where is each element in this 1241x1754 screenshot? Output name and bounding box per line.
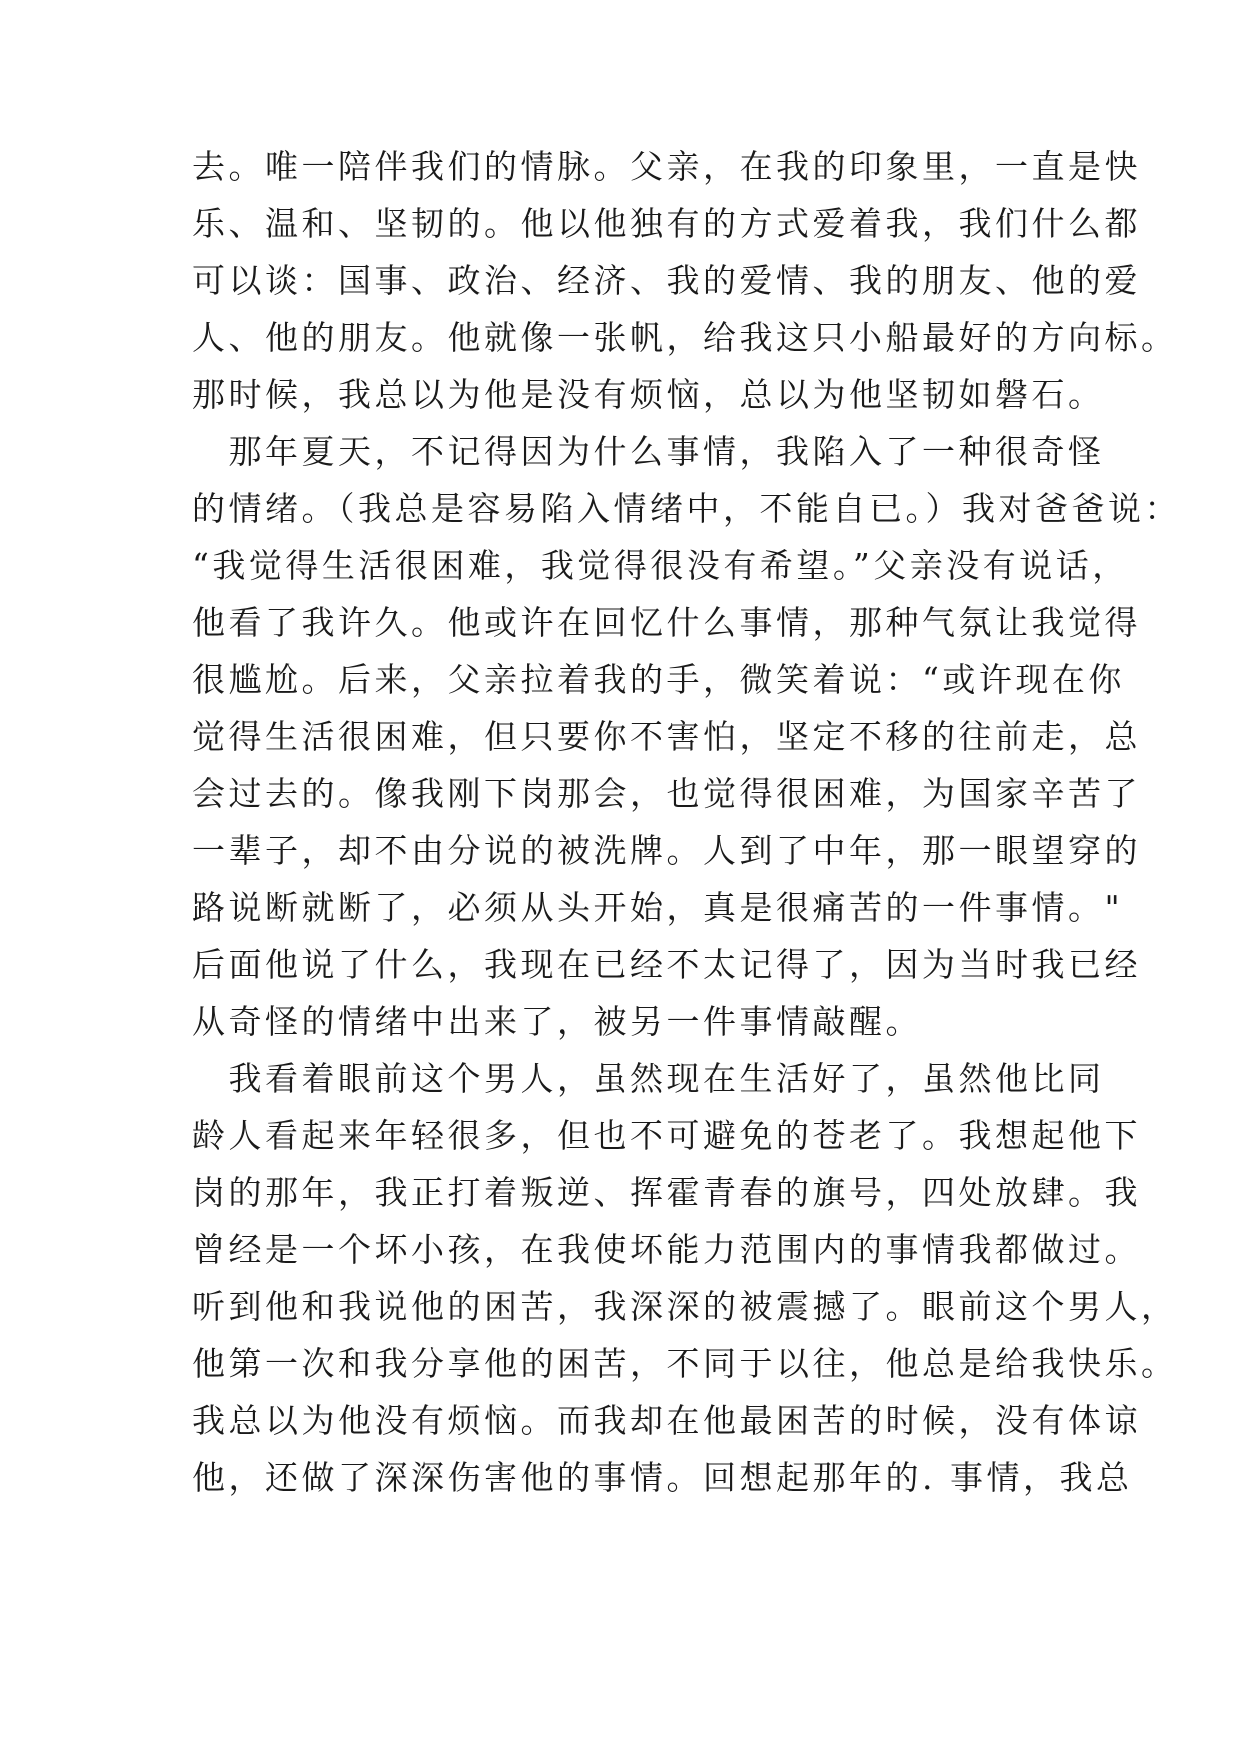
text-line: 乐、温和、坚韧的。他以他独有的方式爱着我，我们什么都 — [192, 204, 1141, 243]
text-line: 很尴尬。后来，父亲拉着我的手，微笑着说：“或许现在你 — [192, 660, 1125, 699]
text-line: 的情绪。（我总是容易陷入情绪中，不能自已。）我对爸爸说： — [192, 489, 1181, 528]
text-line: 人、他的朋友。他就像一张帆，给我这只小船最好的方向标。 — [192, 318, 1178, 357]
text-line: 会过去的。像我刚下岗那会，也觉得很困难，为国家辛苦了 — [192, 774, 1141, 813]
text-line: 他第一次和我分享他的困苦，不同于以往，他总是给我快乐。 — [192, 1344, 1178, 1383]
text-line: 可以谈：国事、政治、经济、我的爱情、我的朋友、他的爱 — [192, 261, 1141, 300]
text-line: 我总以为他没有烦恼。而我却在他最困苦的时候，没有体谅 — [192, 1401, 1141, 1440]
paragraph-start-line: 我看着眼前这个男人，虽然现在生活好了，虽然他比同 — [192, 1059, 1105, 1098]
text-line: 去。唯一陪伴我们的情脉。父亲，在我的印象里，一直是快 — [192, 147, 1141, 186]
text-line: 从奇怪的情绪中出来了，被另一件事情敲醒。 — [192, 1002, 922, 1041]
text-line: 听到他和我说他的困苦，我深深的被震撼了。眼前这个男人， — [192, 1287, 1178, 1326]
text-line: 他看了我许久。他或许在回忆什么事情，那种气氛让我觉得 — [192, 603, 1141, 642]
text-line: 路说断就断了，必须从头开始，真是很痛苦的一件事情。" — [192, 888, 1124, 927]
paragraph-start-line: 那年夏天，不记得因为什么事情，我陷入了一种很奇怪 — [192, 432, 1105, 471]
text-line: 那时候，我总以为他是没有烦恼，总以为他坚韧如磐石。 — [192, 375, 1105, 414]
text-line: 一辈子，却不由分说的被洗牌。人到了中年，那一眼望穿的 — [192, 831, 1141, 870]
text-line: “我觉得生活很困难，我觉得很没有希望。”父亲没有说话， — [192, 546, 1129, 585]
text-line: 他，还做了深深伤害他的事情。回想起那年的. 事情，我总 — [192, 1458, 1133, 1497]
text-line: 后面他说了什么，我现在已经不太记得了，因为当时我已经 — [192, 945, 1141, 984]
text-line: 觉得生活很困难，但只要你不害怕，坚定不移的往前走，总 — [192, 717, 1141, 756]
text-line: 龄人看起来年轻很多，但也不可避免的苍老了。我想起他下 — [192, 1116, 1141, 1155]
text-line: 岗的那年，我正打着叛逆、挥霍青春的旗号，四处放肆。我 — [192, 1173, 1141, 1212]
text-line: 曾经是一个坏小孩，在我使坏能力范围内的事情我都做过。 — [192, 1230, 1141, 1269]
